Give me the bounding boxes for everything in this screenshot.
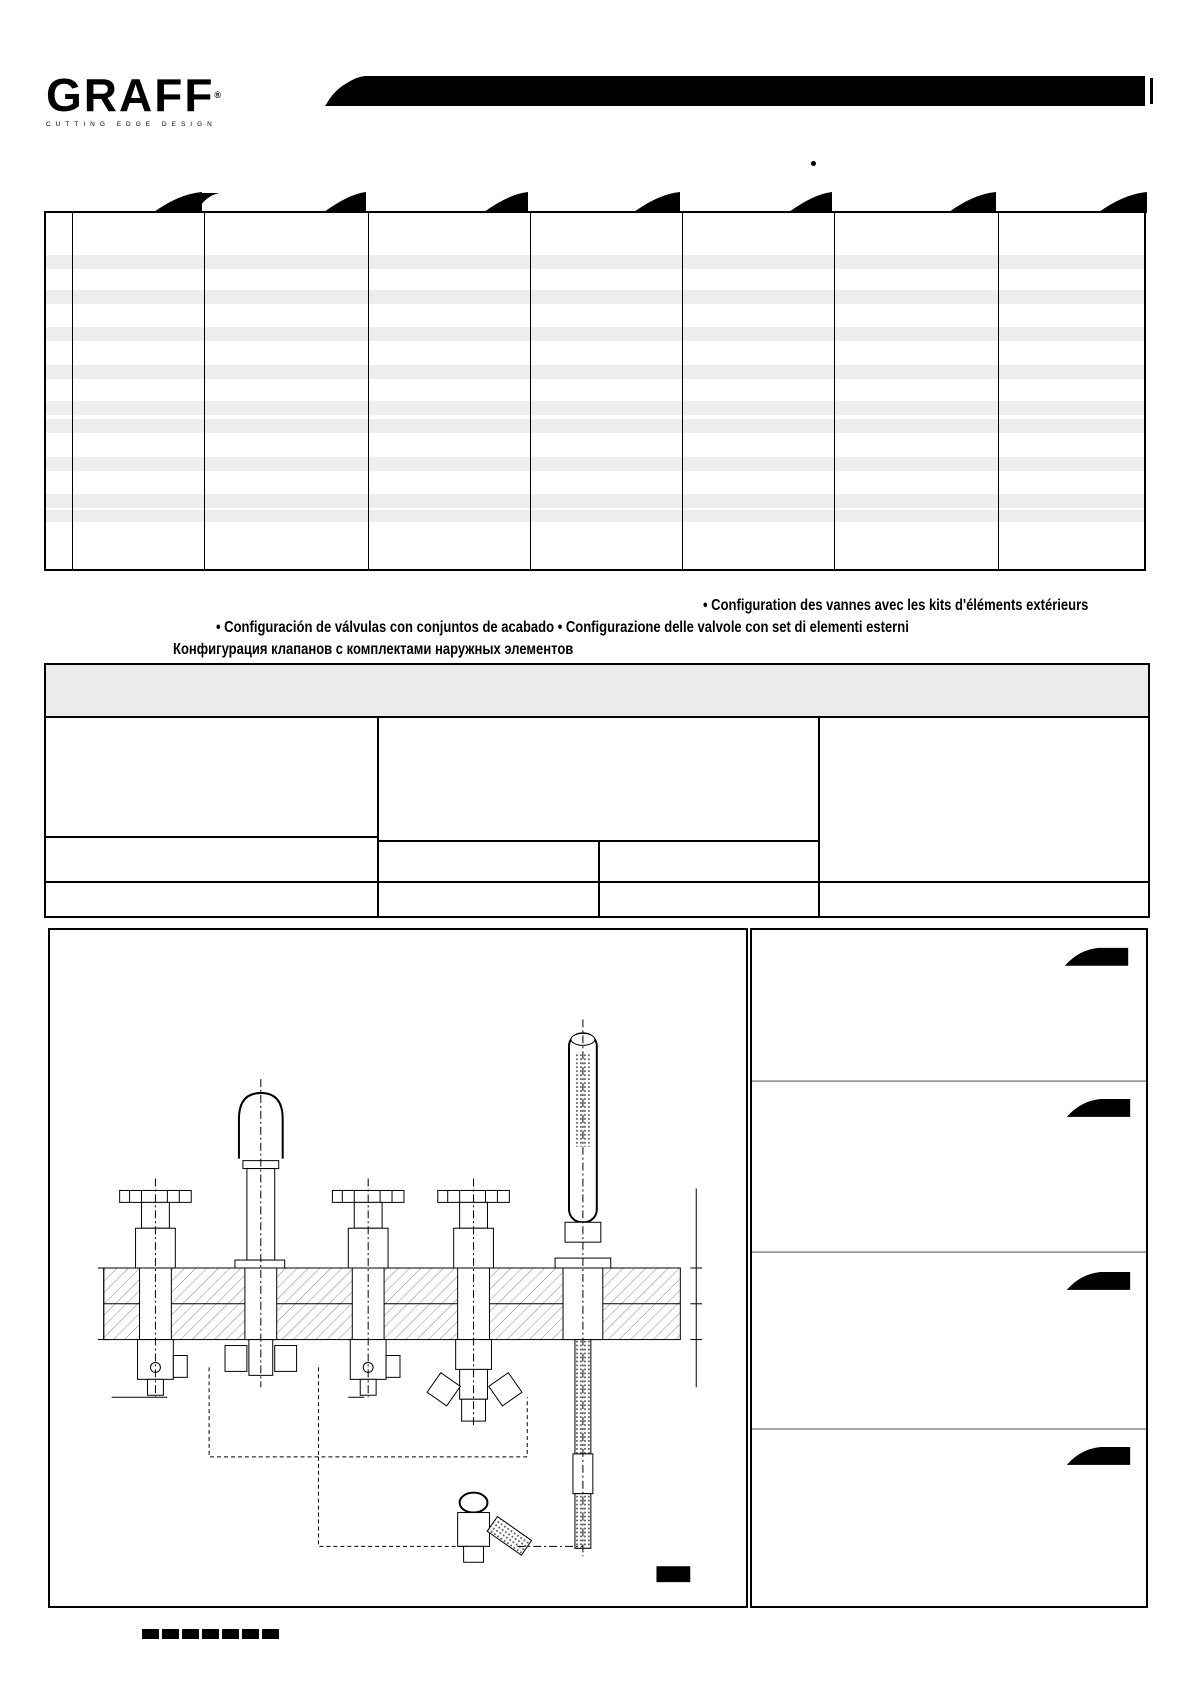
config-row-line: [377, 840, 820, 842]
table-stripe: [46, 510, 1144, 522]
handshower: [555, 1019, 611, 1556]
caption-french: • Configuration des vannes avec les kits d'éléments extérieurs: [703, 597, 1089, 614]
caption-russian: Конфигурация клапанов с комплектами наружных элементов: [173, 641, 574, 658]
table-tab-strip: [44, 191, 1147, 213]
table-stripe: [46, 327, 1144, 341]
graff-logo: [46, 69, 261, 132]
config-divider: [377, 716, 379, 918]
logo-wordmark: GRAFF®: [46, 69, 224, 121]
valve-config-table: [44, 663, 1150, 918]
spec-table: [44, 211, 1146, 571]
caption-spanish-italian: • Configuración de válvulas con conjuntos de acabado • Configurazione delle valvole con set di elementi esterni: [216, 619, 909, 636]
table-stripe: [46, 494, 1144, 508]
faucet-set-diagram: [50, 930, 746, 1606]
table-stripe: [46, 290, 1144, 304]
table-stripe: [46, 401, 1144, 415]
bullet-dot: [811, 161, 816, 166]
technical-drawing: [48, 928, 748, 1608]
section-tab: [1067, 1447, 1130, 1465]
config-row-line: [46, 836, 379, 838]
header-end-mark: [1150, 78, 1153, 104]
table-stripe: [46, 457, 1144, 471]
config-header-band: [46, 665, 1148, 718]
section-tab: [1067, 1099, 1130, 1117]
table-column-divider: [998, 213, 999, 569]
table-column-divider: [204, 213, 205, 569]
section-tab: [1065, 948, 1128, 966]
bath-spout: [225, 1079, 297, 1387]
table-stripe: [46, 255, 1144, 269]
drawing-tag: [656, 1566, 690, 1582]
config-divider: [818, 716, 820, 918]
config-row-line: [46, 881, 1148, 883]
footer-code-bars: [142, 1627, 282, 1639]
lower-diverter-assembly: [458, 1493, 532, 1563]
header-bar: [325, 76, 1145, 106]
logo-tagline: CUTTING EDGE DESIGN: [46, 121, 217, 128]
side-instruction-panel: [750, 928, 1148, 1608]
config-divider: [598, 840, 600, 918]
table-column-divider: [834, 213, 835, 569]
table-column-divider: [682, 213, 683, 569]
table-column-divider: [530, 213, 531, 569]
table-column-divider: [72, 213, 73, 569]
table-stripe: [46, 365, 1144, 379]
section-tab: [1067, 1272, 1130, 1290]
table-stripe: [46, 419, 1144, 433]
table-column-divider: [368, 213, 369, 569]
